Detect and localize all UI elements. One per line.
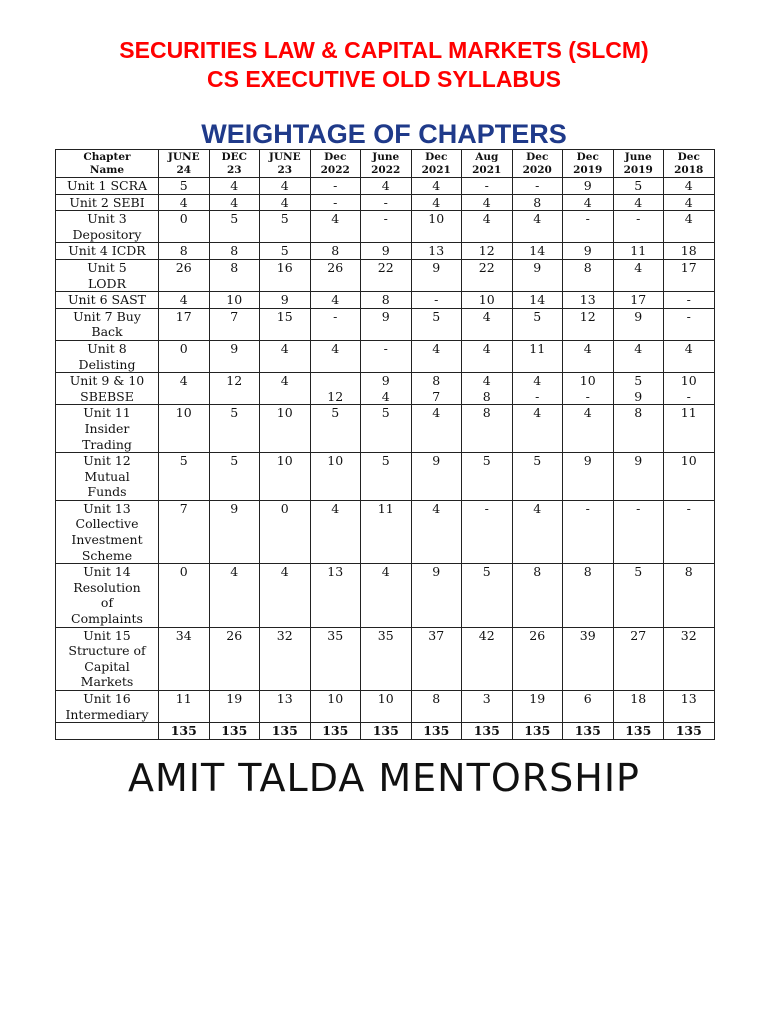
value-cell: -: [664, 500, 715, 563]
value-cell: 4: [361, 389, 412, 405]
value-cell: 5: [260, 211, 311, 243]
value-cell: 4: [664, 340, 715, 372]
value-cell: 4: [159, 194, 210, 211]
value-cell: 4: [512, 405, 563, 453]
value-cell: 10: [310, 691, 361, 723]
table-row: [56, 373, 715, 389]
value-cell: -: [310, 178, 361, 195]
value-cell: 4: [260, 340, 311, 372]
table-row: [56, 340, 715, 372]
value-cell: 4: [462, 211, 513, 243]
chapter-name-cell: Unit 3 Depository: [56, 211, 159, 243]
value-cell: 10: [159, 405, 210, 453]
value-cell: -: [310, 194, 361, 211]
value-cell: -: [664, 389, 715, 405]
chapter-name-cell: Unit 6 SAST: [56, 292, 159, 309]
value-cell: 19: [512, 691, 563, 723]
total-cell: 135: [664, 723, 715, 740]
title-line-2: CS EXECUTIVE OLD SYLLABUS: [207, 66, 561, 92]
value-cell: 10: [664, 453, 715, 501]
value-cell: -: [563, 500, 614, 563]
value-cell: 0: [260, 500, 311, 563]
value-cell: 8: [563, 259, 614, 291]
chapter-name-cell: Unit 12 Mutual Funds: [56, 453, 159, 501]
total-cell: 135: [159, 723, 210, 740]
column-header-chapter-name: Chapter Name: [56, 150, 159, 178]
value-cell: 4: [411, 340, 462, 372]
column-header: Dec 2020: [512, 150, 563, 178]
chapter-name-cell: Unit 5 LODR: [56, 259, 159, 291]
value-cell: 8: [512, 194, 563, 211]
value-cell: 15: [260, 308, 311, 340]
value-cell: 9: [563, 453, 614, 501]
value-cell: 5: [613, 178, 664, 195]
value-cell: 5: [159, 453, 210, 501]
value-cell: -: [361, 340, 412, 372]
value-cell: 5: [512, 453, 563, 501]
total-cell: 135: [310, 723, 361, 740]
value-cell: 14: [512, 243, 563, 260]
chapter-name-cell: Unit 11 Insider Trading: [56, 405, 159, 453]
value-cell: -: [613, 500, 664, 563]
value-cell: 26: [310, 259, 361, 291]
value-cell: 9: [361, 373, 412, 389]
value-cell: 9: [361, 308, 412, 340]
title-line-1: SECURITIES LAW & CAPITAL MARKETS (SLCM): [119, 37, 649, 63]
value-cell: 8: [563, 564, 614, 627]
column-header: DEC 23: [209, 150, 260, 178]
value-cell: 7: [411, 389, 462, 405]
value-cell: 4: [209, 194, 260, 211]
value-cell: 0: [159, 340, 210, 372]
total-cell: 135: [209, 723, 260, 740]
total-cell: 135: [512, 723, 563, 740]
table-row: [56, 259, 715, 291]
value-cell: -: [411, 292, 462, 309]
value-cell: -: [563, 389, 614, 405]
value-cell: 8: [613, 405, 664, 453]
value-cell: 5: [613, 564, 664, 627]
value-cell: 5: [462, 453, 513, 501]
value-cell: 5: [361, 453, 412, 501]
value-cell: 8: [209, 243, 260, 260]
table-row: [56, 564, 715, 627]
value-cell: 9: [563, 243, 614, 260]
value-cell: 4: [310, 500, 361, 563]
table-row: [56, 500, 715, 563]
document-title: [0, 36, 768, 94]
totals-label-cell: [56, 723, 159, 740]
value-cell: 4: [664, 211, 715, 243]
value-cell: 10: [411, 211, 462, 243]
value-cell: 16: [260, 259, 311, 291]
value-cell: 5: [260, 243, 311, 260]
value-cell: 19: [209, 691, 260, 723]
value-cell: 8: [159, 243, 210, 260]
value-cell: 13: [310, 564, 361, 627]
value-cell: 4: [411, 178, 462, 195]
value-cell: 0: [159, 211, 210, 243]
value-cell: 4: [310, 340, 361, 372]
value-cell: 22: [462, 259, 513, 291]
value-cell: 4: [260, 564, 311, 627]
table-row: [56, 243, 715, 260]
value-cell: 10: [563, 373, 614, 389]
chapter-name-cell: Unit 13 Collective Investment Scheme: [56, 500, 159, 563]
total-cell: 135: [462, 723, 513, 740]
value-cell: 4: [563, 405, 614, 453]
value-cell: 8: [411, 373, 462, 389]
value-cell: 13: [563, 292, 614, 309]
value-cell: 12: [563, 308, 614, 340]
value-cell: 9: [563, 178, 614, 195]
value-cell: 4: [613, 340, 664, 372]
value-cell: -: [361, 211, 412, 243]
chapter-name-cell: Unit 1 SCRA: [56, 178, 159, 195]
value-cell: 42: [462, 627, 513, 690]
value-cell: 34: [159, 627, 210, 690]
value-cell: 5: [209, 453, 260, 501]
value-cell: 8: [664, 564, 715, 627]
table-row: [56, 627, 715, 690]
value-cell: 4: [411, 405, 462, 453]
table-heading: WEIGHTAGE OF CHAPTERS: [201, 119, 567, 149]
total-cell: 135: [613, 723, 664, 740]
chapter-name-cell: Unit 4 ICDR: [56, 243, 159, 260]
value-cell: 4: [260, 373, 311, 405]
value-cell: 0: [159, 564, 210, 627]
value-cell: 12: [209, 373, 260, 405]
value-cell: 39: [563, 627, 614, 690]
value-cell: 4: [361, 564, 412, 627]
column-header: JUNE 23: [260, 150, 311, 178]
value-cell: 13: [411, 243, 462, 260]
value-cell: 35: [361, 627, 412, 690]
value-cell: 8: [310, 243, 361, 260]
value-cell: 11: [361, 500, 412, 563]
value-cell: 9: [512, 259, 563, 291]
value-cell: 13: [260, 691, 311, 723]
value-cell: 9: [209, 500, 260, 563]
value-cell: 10: [209, 292, 260, 309]
value-cell: 5: [209, 211, 260, 243]
value-cell: 11: [159, 691, 210, 723]
total-cell: 135: [260, 723, 311, 740]
value-cell: 9: [613, 308, 664, 340]
weightage-table: [55, 149, 715, 740]
chapter-name-cell: Unit 16 Intermediary: [56, 691, 159, 723]
value-cell: 9: [361, 243, 412, 260]
table-row: [56, 691, 715, 723]
value-cell: -: [664, 308, 715, 340]
value-cell: 4: [411, 500, 462, 563]
value-cell: 32: [260, 627, 311, 690]
value-cell: 9: [260, 292, 311, 309]
value-cell: -: [512, 178, 563, 195]
value-cell: 10: [260, 453, 311, 501]
table-row: [56, 405, 715, 453]
value-cell: 4: [310, 292, 361, 309]
value-cell: 4: [411, 194, 462, 211]
value-cell: 11: [512, 340, 563, 372]
value-cell: 4: [563, 340, 614, 372]
value-cell: 5: [462, 564, 513, 627]
value-cell: 5: [209, 405, 260, 453]
total-cell: 135: [361, 723, 412, 740]
value-cell: 8: [361, 292, 412, 309]
value-cell: 4: [512, 500, 563, 563]
value-cell: 18: [613, 691, 664, 723]
table-header-row: [56, 150, 715, 178]
column-header: Dec 2018: [664, 150, 715, 178]
value-cell: 13: [664, 691, 715, 723]
value-cell: 5: [361, 405, 412, 453]
value-cell: 12: [462, 243, 513, 260]
value-cell: 11: [613, 243, 664, 260]
value-cell: 14: [512, 292, 563, 309]
value-cell: -: [310, 308, 361, 340]
value-cell: 4: [361, 178, 412, 195]
column-header: JUNE 24: [159, 150, 210, 178]
value-cell: 26: [159, 259, 210, 291]
chapter-name-cell: Unit 8 Delisting: [56, 340, 159, 372]
value-cell: 4: [310, 211, 361, 243]
value-cell: 4: [159, 292, 210, 309]
total-cell: 135: [411, 723, 462, 740]
value-cell: 4: [613, 194, 664, 211]
value-cell: 17: [159, 308, 210, 340]
chapter-name-cell: Unit 15 Structure of Capital Markets: [56, 627, 159, 690]
value-cell: 4: [209, 178, 260, 195]
value-cell: 8: [462, 405, 513, 453]
footer-brand: AMIT TALDA MENTORSHIP: [128, 756, 640, 800]
value-cell: 10: [361, 691, 412, 723]
value-cell: 10: [462, 292, 513, 309]
value-cell: 4: [462, 308, 513, 340]
table-row: [56, 194, 715, 211]
value-cell: 26: [209, 627, 260, 690]
column-header: Aug 2021: [462, 150, 513, 178]
value-cell: 3: [462, 691, 513, 723]
value-cell: 10: [260, 405, 311, 453]
value-cell: 4: [462, 373, 513, 389]
value-cell: 10: [310, 453, 361, 501]
value-cell: 4: [462, 340, 513, 372]
value-cell: 5: [512, 308, 563, 340]
value-cell: 9: [613, 453, 664, 501]
value-cell: 4: [664, 194, 715, 211]
table-row: [56, 308, 715, 340]
column-header: June 2019: [613, 150, 664, 178]
value-cell: 10: [664, 373, 715, 389]
value-cell: 32: [664, 627, 715, 690]
value-cell: 6: [563, 691, 614, 723]
value-cell: 26: [512, 627, 563, 690]
chapter-name-cell: Unit 7 Buy Back: [56, 308, 159, 340]
value-cell: 9: [411, 453, 462, 501]
chapter-name-cell: Unit 14 Resolution of Complaints: [56, 564, 159, 627]
value-cell: 4: [209, 564, 260, 627]
chapter-name-cell: Unit 2 SEBI: [56, 194, 159, 211]
value-cell: 17: [613, 292, 664, 309]
value-cell: 7: [209, 308, 260, 340]
value-cell: 22: [361, 259, 412, 291]
totals-row: [56, 723, 715, 740]
value-cell: 5: [613, 373, 664, 389]
table-row: [56, 211, 715, 243]
value-cell: 9: [209, 340, 260, 372]
value-cell: 8: [209, 259, 260, 291]
value-cell: 4: [159, 373, 210, 405]
value-cell: -: [664, 292, 715, 309]
value-cell: 8: [512, 564, 563, 627]
value-cell: 11: [664, 405, 715, 453]
value-cell: -: [361, 194, 412, 211]
value-cell: 35: [310, 627, 361, 690]
value-cell: 9: [411, 564, 462, 627]
value-cell: 4: [462, 194, 513, 211]
value-cell: 4: [664, 178, 715, 195]
value-cell: 4: [260, 194, 311, 211]
column-header: June 2022: [361, 150, 412, 178]
value-cell: 4: [563, 194, 614, 211]
value-cell: -: [563, 211, 614, 243]
value-cell: 37: [411, 627, 462, 690]
value-cell: 4: [512, 211, 563, 243]
value-cell: 5: [159, 178, 210, 195]
value-cell: 18: [664, 243, 715, 260]
table-row: [56, 292, 715, 309]
value-cell: 17: [664, 259, 715, 291]
value-cell: -: [462, 178, 513, 195]
value-cell: -: [613, 211, 664, 243]
value-cell: 7: [159, 500, 210, 563]
value-cell: 4: [613, 259, 664, 291]
value-cell: 12: [310, 373, 361, 405]
column-header: Dec 2021: [411, 150, 462, 178]
value-cell: 5: [310, 405, 361, 453]
value-cell: 8: [462, 389, 513, 405]
column-header: Dec 2019: [563, 150, 614, 178]
value-cell: -: [512, 389, 563, 405]
value-cell: 9: [411, 259, 462, 291]
table-row: [56, 453, 715, 501]
value-cell: 27: [613, 627, 664, 690]
value-cell: 8: [411, 691, 462, 723]
table-row: [56, 178, 715, 195]
value-cell: 4: [260, 178, 311, 195]
value-cell: 4: [512, 373, 563, 389]
total-cell: 135: [563, 723, 614, 740]
value-cell: 9: [613, 389, 664, 405]
chapter-name-cell: Unit 9 & 10 SBEBSE: [56, 373, 159, 405]
value-cell: 5: [411, 308, 462, 340]
value-cell: -: [462, 500, 513, 563]
column-header: Dec 2022: [310, 150, 361, 178]
